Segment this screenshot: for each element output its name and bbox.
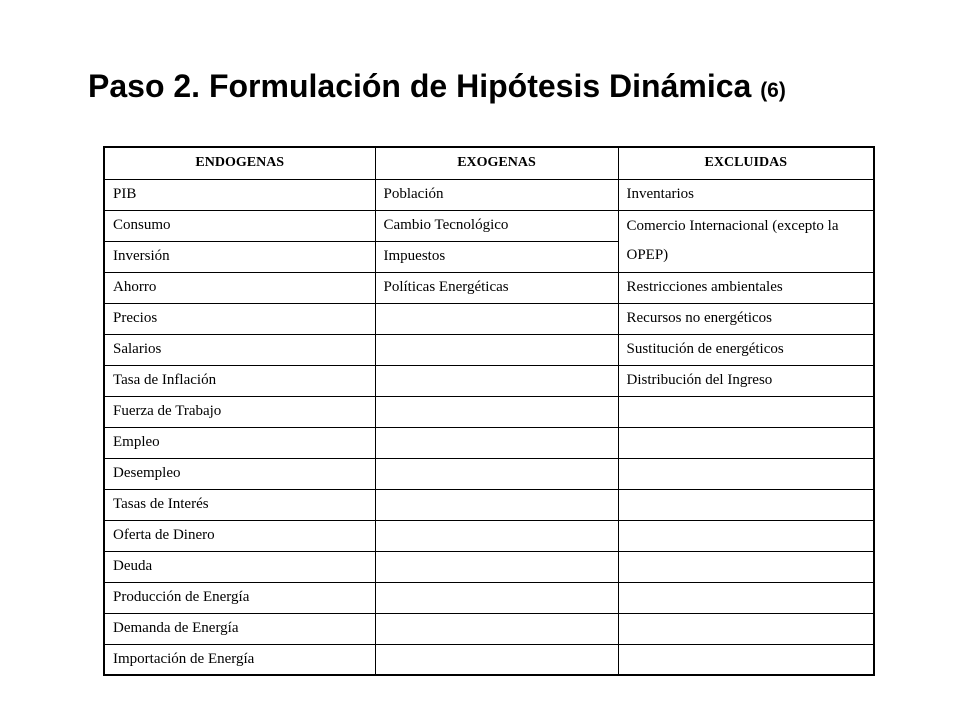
excluida-cell: Inventarios: [618, 179, 874, 210]
endogena-cell: Empleo: [104, 427, 375, 458]
table-row: [104, 396, 874, 427]
endogena-cell: Oferta de Dinero: [104, 520, 375, 551]
table-row: [104, 334, 874, 365]
endogena-cell: Deuda: [104, 551, 375, 582]
table-row: [104, 303, 874, 334]
empty-cell: [618, 644, 874, 675]
excluida-cell: Distribución del Ingreso: [618, 365, 874, 396]
exogena-cell: Población: [375, 179, 618, 210]
empty-cell: [618, 582, 874, 613]
exogena-cell: Impuestos: [375, 241, 618, 272]
empty-cell: [618, 458, 874, 489]
slide-title: [88, 68, 786, 105]
excluida-cell: Comercio Internacional (excepto la OPEP): [618, 210, 874, 272]
exogena-cell: Políticas Energéticas: [375, 272, 618, 303]
empty-cell: [375, 458, 618, 489]
empty-cell: [618, 613, 874, 644]
empty-cell: [375, 303, 618, 334]
endogena-cell: Inversión: [104, 241, 375, 272]
table-row: [104, 613, 874, 644]
empty-cell: [618, 489, 874, 520]
table-row: [104, 489, 874, 520]
excluida-cell: Restricciones ambientales: [618, 272, 874, 303]
empty-cell: [375, 365, 618, 396]
table-row: [104, 210, 874, 241]
table-row: [104, 179, 874, 210]
table-row: [104, 551, 874, 582]
excluida-cell: Recursos no energéticos: [618, 303, 874, 334]
empty-cell: [375, 582, 618, 613]
endogena-cell: Desempleo: [104, 458, 375, 489]
empty-cell: [375, 520, 618, 551]
endogena-cell: Ahorro: [104, 272, 375, 303]
table-header-row: [104, 147, 874, 179]
endogena-cell: PIB: [104, 179, 375, 210]
empty-cell: [375, 551, 618, 582]
table-row: [104, 365, 874, 396]
endogena-cell: Tasas de Interés: [104, 489, 375, 520]
endogena-cell: Consumo: [104, 210, 375, 241]
table-row: [104, 427, 874, 458]
endogena-cell: Demanda de Energía: [104, 613, 375, 644]
table-row: [104, 582, 874, 613]
endogena-cell: Precios: [104, 303, 375, 334]
empty-cell: [375, 644, 618, 675]
endogena-cell: Producción de Energía: [104, 582, 375, 613]
endogena-cell: Tasa de Inflación: [104, 365, 375, 396]
empty-cell: [618, 520, 874, 551]
empty-cell: [375, 427, 618, 458]
table-row: [104, 520, 874, 551]
endogena-cell: Salarios: [104, 334, 375, 365]
slide-title-suffix: (6): [760, 79, 786, 102]
excluida-cell: Sustitución de energéticos: [618, 334, 874, 365]
header-endogenas: ENDOGENAS: [104, 147, 375, 179]
empty-cell: [375, 334, 618, 365]
empty-cell: [375, 396, 618, 427]
endogena-cell: Fuerza de Trabajo: [104, 396, 375, 427]
exogena-cell: Cambio Tecnológico: [375, 210, 618, 241]
variables-table: [103, 146, 875, 676]
header-exogenas: EXOGENAS: [375, 147, 618, 179]
slide-title-text: Paso 2. Formulación de Hipótesis Dinámica: [88, 68, 752, 104]
endogena-cell: Importación de Energía: [104, 644, 375, 675]
empty-cell: [618, 551, 874, 582]
table-row: [104, 458, 874, 489]
header-excluidas: EXCLUIDAS: [618, 147, 874, 179]
table-row: [104, 272, 874, 303]
empty-cell: [618, 427, 874, 458]
empty-cell: [375, 489, 618, 520]
empty-cell: [375, 613, 618, 644]
table-row: [104, 644, 874, 675]
empty-cell: [618, 396, 874, 427]
